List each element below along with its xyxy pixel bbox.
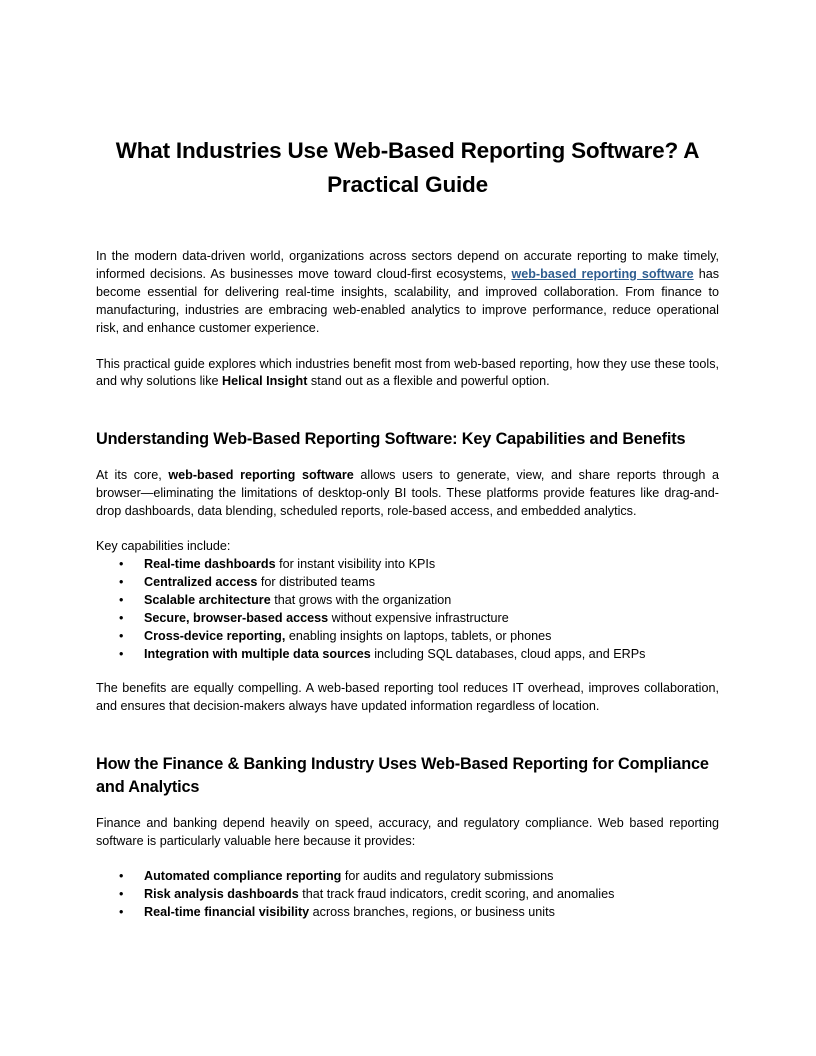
core-text-end: allows users to generate, view, and share reports through a browser—eliminating the limitations of desktop-only BI tools. These platforms provide features like drag-and-drop dashboards, data blending, scheduled reports, role-based access, and embedded analytics. [96, 468, 719, 519]
finance-paragraph: Finance and banking depend heavily on speed, accuracy, and regulatory compliance. Web based reporting software is particularly valuable here because it provides: [96, 816, 719, 849]
list-item-bold: Integration with multiple data sources [144, 646, 371, 661]
web-based-reporting-software-link[interactable]: web-based reporting software [511, 266, 694, 281]
list-item-text: including SQL databases, cloud apps, and ERPs [370, 646, 646, 661]
list-item-bold: Real-time financial visibility [144, 904, 310, 919]
list-item [96, 610, 719, 628]
list-item [96, 574, 719, 592]
capabilities-list [96, 556, 719, 663]
intro-paragraph-2 [96, 356, 719, 392]
list-item-text: without expensive infrastructure [328, 610, 509, 625]
core-bold: web-based reporting software [168, 468, 354, 483]
core-text-start: At its core, [96, 468, 169, 483]
key-capabilities-label: Key capabilities include: [96, 539, 231, 554]
list-item-text: for instant visibility into KPIs [275, 556, 436, 571]
list-item [96, 628, 719, 646]
list-item-text: for audits and regulatory submissions [341, 869, 554, 884]
intro-paragraph-1 [96, 248, 719, 338]
document-body [96, 134, 719, 922]
list-item [96, 592, 719, 610]
section-heading-capabilities: Understanding Web-Based Reporting Software: Key Capabilities and Benefits [96, 430, 686, 449]
list-item [96, 868, 719, 886]
intro-p2-text-end: stand out as a flexible and powerful option. [307, 374, 550, 389]
list-item [96, 904, 719, 922]
list-item-bold: Scalable architecture [144, 592, 271, 607]
list-item [96, 556, 719, 574]
finance-list [96, 868, 719, 922]
list-item-bold: Real-time dashboards [144, 556, 276, 571]
list-item [96, 646, 719, 664]
list-item-bold: Secure, browser-based access [144, 610, 329, 625]
core-paragraph [96, 467, 719, 521]
benefits-paragraph: The benefits are equally compelling. A web-based reporting tool reduces IT overhead, improves collaboration, and ensures that decision-makers always have updated information regardless of location. [96, 681, 719, 714]
list-item-text: that grows with the organization [270, 592, 452, 607]
section-heading-finance: How the Finance & Banking Industry Uses Web-Based Reporting for Compliance and Analytics [96, 755, 709, 797]
intro-p2-text-start: This practical guide explores which industries benefit most from web-based reporting, how they use these tools, and why solutions like [96, 356, 719, 389]
list-item-bold: Automated compliance reporting [144, 869, 342, 884]
list-item-text: across branches, regions, or business units [309, 904, 555, 919]
list-item-text: that track fraud indicators, credit scoring, and anomalies [298, 886, 615, 901]
list-item-text: for distributed teams [257, 574, 375, 589]
list-item-bold: Cross-device reporting, [144, 628, 286, 643]
list-item-bold: Centralized access [144, 574, 258, 589]
helical-insight-bold: Helical Insight [222, 374, 308, 389]
list-item-bold: Risk analysis dashboards [144, 886, 299, 901]
list-item [96, 886, 719, 904]
intro-p1-text-start: In the modern data-driven world, organizations across sectors depend on accurate reporting to make timely, informed decisions. As businesses move toward cloud-first ecosystems, [96, 249, 719, 281]
page-title: What Industries Use Web-Based Reporting Software? A Practical Guide [115, 138, 700, 197]
intro-p1-text-end: has become essential for delivering real-time insights, scalability, and improved collaboration. From finance to manufacturing, industries are embracing web-enabled analytics to improve performance, reduce operational risk, and enhance customer experience. [96, 266, 719, 335]
list-item-text: enabling insights on laptops, tablets, or phones [285, 628, 552, 643]
